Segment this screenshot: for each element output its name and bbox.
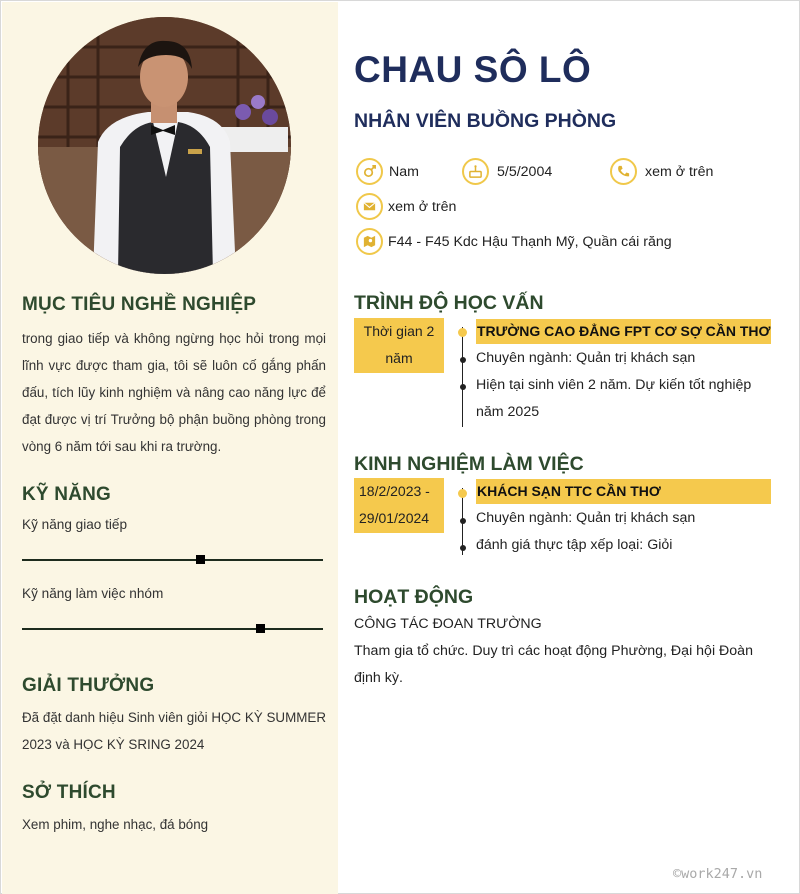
bullet-dot [460,545,466,551]
skill-name: Kỹ năng làm việc nhóm [22,586,164,601]
address-info [356,228,672,255]
gender-info [356,158,419,185]
activities-heading: HOẠT ĐỘNG [354,586,474,608]
education-period: Thời gian 2 năm [354,318,444,373]
activity-text: Tham gia tổ chức. Duy trì các hoạt động Phường, Đại hội Đoàn định kỳ. [354,643,753,686]
email-icon [356,193,383,220]
email-info [356,193,456,220]
bullet-dot [460,518,466,524]
phone-value: xem ở trên [645,163,714,180]
skill-bar [22,559,323,561]
birthday-info [462,158,552,185]
birthday-value: 5/5/2004 [497,163,553,180]
map-pin-icon [356,228,383,255]
education-detail: Chuyên ngành: Quản trị khách sạn [476,350,696,366]
objective-text: trong giao tiếp và không ngừng học hỏi trong mọi lĩnh vực được tham gia, tôi sẽ luôn cố gắng phấn đấu, tích lũy kinh nghiệm và nâng cao năng lực để đạt được vị trí Trưởng bộ phận buồng phòng trong vòng 6 năm tới sau khi ra trường. [22,331,326,454]
skill-level-marker [256,624,265,633]
profile-photo [38,17,291,274]
gender-icon [356,158,383,185]
activity-subtitle: CÔNG TÁC ĐOAN TRƯỜNG [354,616,542,632]
phone-info [610,158,713,185]
experience-detail: đánh giá thực tập xếp loại: Giỏi [476,537,673,553]
timeline-dot [458,489,467,498]
candidate-name: CHAU SÔ LÔ [354,49,592,90]
watermark: ©work247.vn [673,866,763,882]
experience-period: 18/2/2023 - 29/01/2024 [354,478,444,533]
timeline-line [462,327,463,427]
bullet-dot [460,384,466,390]
hobbies-heading: SỞ THÍCH [22,782,116,803]
skill-bar [22,628,323,630]
company-name: KHÁCH SẠN TTC CẦN THƠ [476,479,771,504]
email-value: xem ở trên [388,198,457,215]
education-detail: Hiện tại sinh viên 2 năm. Dự kiến tốt nghiệp năm 2025 [476,377,752,420]
objective-heading: MỤC TIÊU NGHỀ NGHIỆP [22,294,257,315]
cake-icon [462,158,489,185]
experience-heading: KINH NGHIỆM LÀM VIỆC [354,453,584,475]
education-heading: TRÌNH ĐỘ HỌC VẤN [354,292,544,314]
phone-icon [610,158,637,185]
skill-level-marker [196,555,205,564]
gender-value: Nam [389,163,419,180]
skill-name: Kỹ năng giao tiếp [22,517,128,532]
bullet-dot [460,357,466,363]
experience-detail: Chuyên ngành: Quản trị khách sạn [476,510,696,526]
address-value: F44 - F45 Kdc Hậu Thạnh Mỹ, Quần cái răng [388,233,672,250]
skills-heading: KỸ NĂNG [22,484,112,505]
hobbies-text: Xem phim, nghe nhạc, đá bóng [22,817,209,832]
awards-heading: GIẢI THƯỞNG [22,675,155,696]
awards-text: Đã đặt danh hiệu Sinh viên giỏi HỌC KỲ SUMMER 2023 và HỌC KỲ SRING 2024 [22,710,326,752]
school-name: TRƯỜNG CAO ĐẲNG FPT CƠ SỢ CẦN THƠ [476,319,771,344]
timeline-dot [458,328,467,337]
job-title: NHÂN VIÊN BUỒNG PHÒNG [354,110,617,132]
